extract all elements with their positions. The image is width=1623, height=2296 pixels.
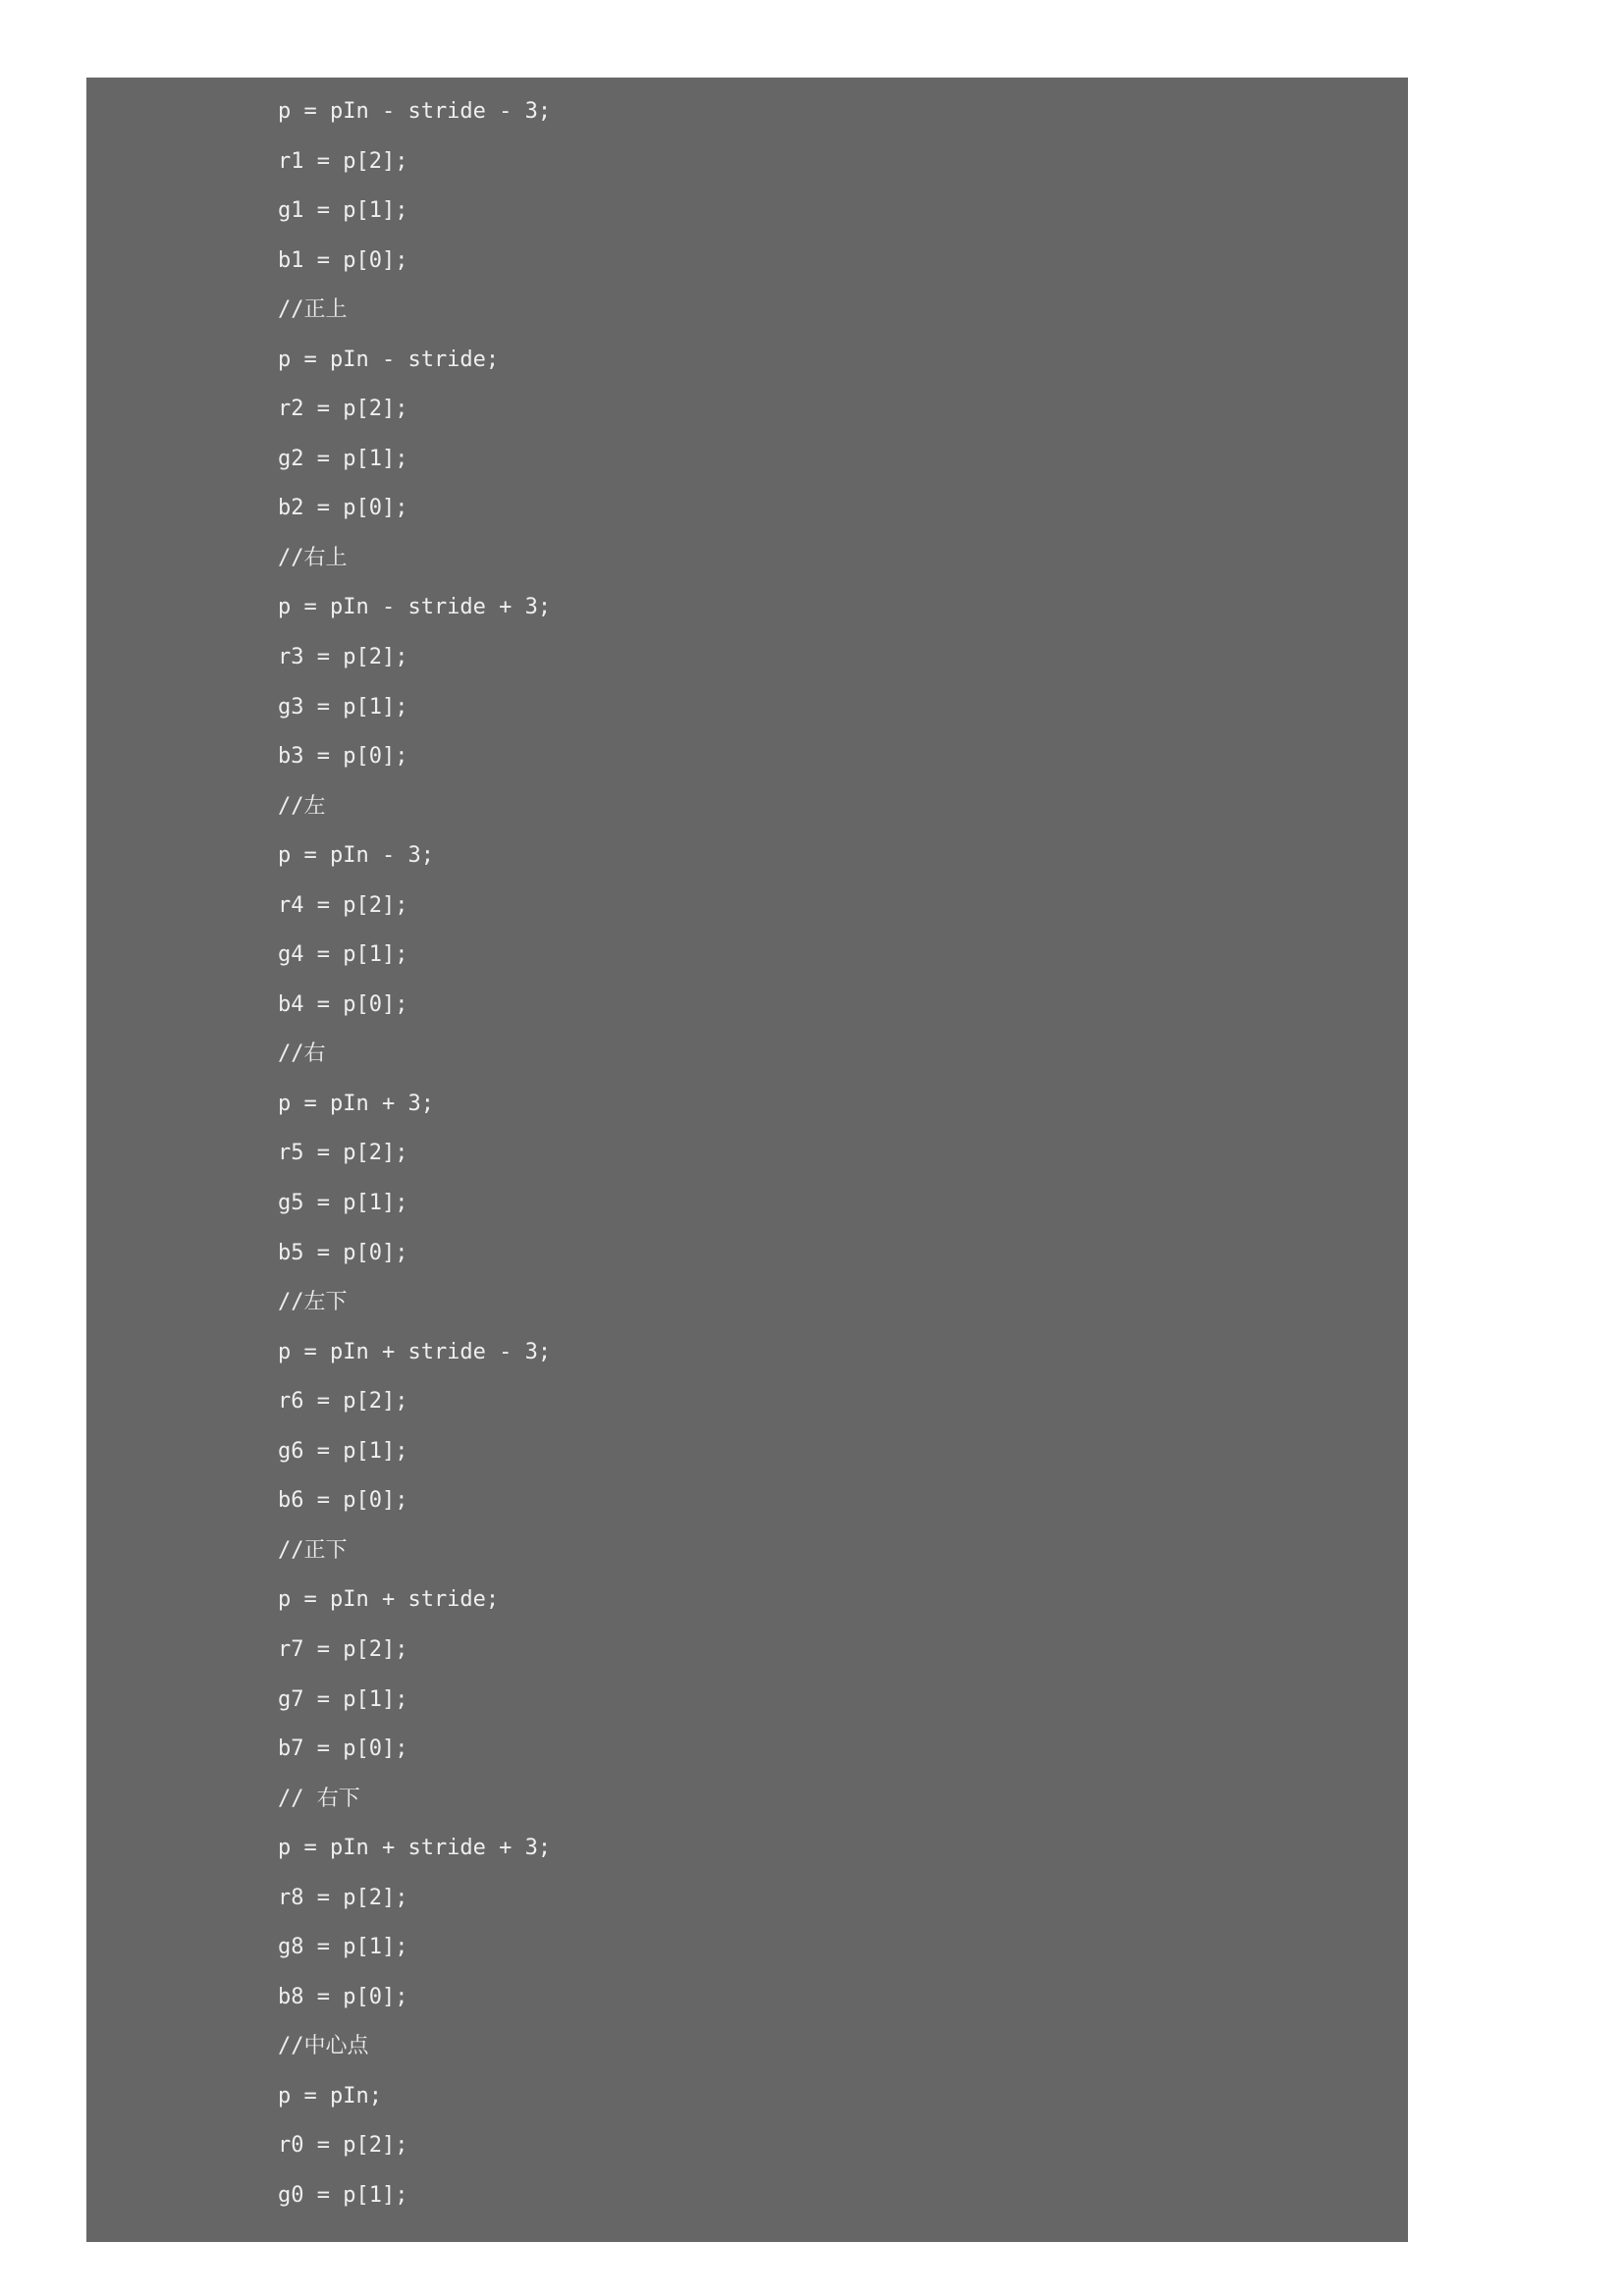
code-line: g1 = p[1]; [278,198,408,224]
code-line: b5 = p[0]; [278,1240,408,1265]
code-line: g8 = p[1]; [278,1935,408,1960]
code-comment: //正上 [278,297,348,323]
code-line: p = pIn; [278,2083,382,2109]
code-comment: // 右下 [278,1786,360,1811]
code-line: b1 = p[0]; [278,247,408,273]
code-line: g7 = p[1]; [278,1686,408,1712]
code-line: p = pIn - stride + 3; [278,595,552,620]
code-line: g4 = p[1]; [278,942,408,968]
code-comment: //左 [278,793,326,819]
code-line: b4 = p[0]; [278,991,408,1017]
code-line: r0 = p[2]; [278,2133,408,2159]
code-line: b8 = p[0]; [278,1984,408,2009]
code-line: p = pIn - stride; [278,347,500,372]
code-comment: //中心点 [278,2034,369,2059]
code-block [86,78,1408,2242]
code-line: p = pIn - stride - 3; [278,99,552,124]
code-line: g5 = p[1]; [278,1191,408,1216]
code-line: p = pIn + stride + 3; [278,1836,552,1861]
code-line: r4 = p[2]; [278,892,408,918]
code-line: r6 = p[2]; [278,1389,408,1415]
code-comment: //左下 [278,1290,348,1315]
code-line: b7 = p[0]; [278,1736,408,1762]
code-line: p = pIn + stride; [278,1587,500,1613]
code-line: g3 = p[1]; [278,694,408,720]
code-line: g2 = p[1]; [278,446,408,471]
code-line: r8 = p[2]; [278,1885,408,1910]
code-comment: //右 [278,1041,326,1067]
code-comment: //右上 [278,545,348,570]
code-line: p = pIn + 3; [278,1091,434,1116]
code-line: r5 = p[2]; [278,1141,408,1166]
code-line: r7 = p[2]; [278,1636,408,1662]
code-line: g0 = p[1]; [278,2182,408,2208]
code-line: b2 = p[0]; [278,496,408,521]
code-line: b6 = p[0]; [278,1488,408,1514]
code-line: g6 = p[1]; [278,1438,408,1464]
code-line: b3 = p[0]; [278,744,408,770]
code-line: p = pIn - 3; [278,843,434,869]
code-lines [278,87,551,2221]
code-line: r2 = p[2]; [278,397,408,422]
code-line: p = pIn + stride - 3; [278,1339,552,1364]
code-line: r3 = p[2]; [278,645,408,670]
code-line: r1 = p[2]; [278,148,408,174]
code-comment: //正下 [278,1537,348,1563]
